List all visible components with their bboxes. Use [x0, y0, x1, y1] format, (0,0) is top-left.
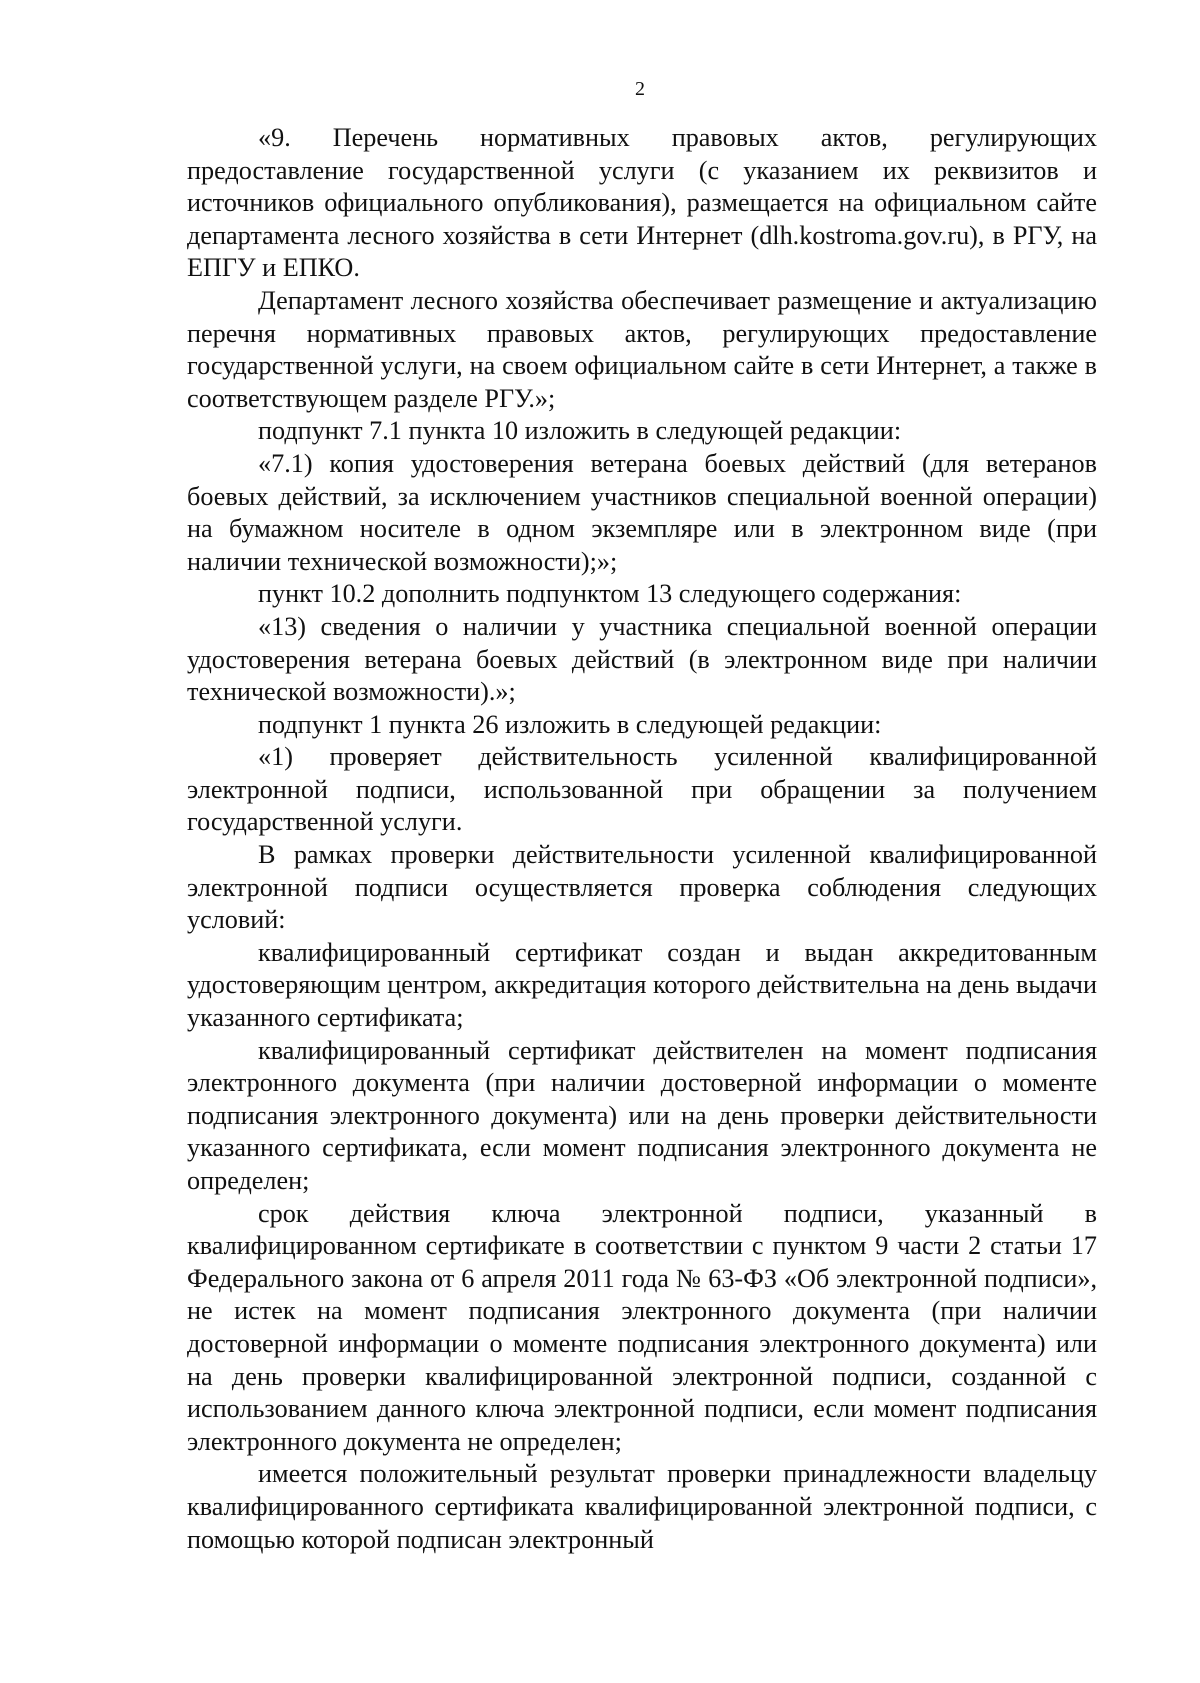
paragraph: В рамках проверки действительности усиленной квалифицированной электронной подписи осуществляется проверка соблюдения следующих условий:: [187, 840, 1097, 935]
paragraph: подпункт 7.1 пункта 10 изложить в следующей редакции:: [258, 416, 902, 446]
paragraph: «9. Перечень нормативных правовых актов, регулирующих предоставление государственной услуги (с указанием их реквизитов и источников официального опубликования), размещается на официальном сайте департамента лесного хозяйства в сети Интернет (dlh.kostroma.gov.ru), в РГУ, на ЕПГУ и ЕПКО.: [187, 123, 1097, 283]
document-body: [187, 122, 1097, 1556]
paragraph: квалифицированный сертификат действителен на момент подписания электронного документа (при наличии достоверной информации о моменте подписания электронного документа) или на день проверки действительности указанного сертификата, если момент подписания электронного документа не определен;: [187, 1035, 1097, 1195]
paragraph: срок действия ключа электронной подписи, указанный в квалифицированном сертификате в соответствии с пунктом 9 части 2 статьи 17 Федерального закона от 6 апреля 2011 года № 63-ФЗ «Об электронной подписи», не истек на момент подписания электронного документа (при наличии достоверной информации о моменте подписания электронного документа) или на день проверки квалифицированной электронной подписи, созданной с использованием данного ключа электронной подписи, если момент подписания электронного документа не определен;: [187, 1198, 1097, 1456]
paragraph: имеется положительный результат проверки принадлежности владельцу квалифицированного сертификата квалифицированной электронной подписи, с помощью которой подписан электронный: [187, 1459, 1097, 1554]
paragraph: Департамент лесного хозяйства обеспечивает размещение и актуализацию перечня нормативных правовых актов, регулирующих предоставление государственной услуги, на своем официальном сайте в сети Интернет, а также в соответствующем разделе РГУ.»;: [187, 285, 1097, 413]
paragraph: «13) сведения о наличии у участника специальной военной операции удостоверения ветерана боевых действий (в электронном виде при наличии технической возможности).»;: [187, 611, 1097, 707]
paragraph: «1) проверяет действительность усиленной квалифицированной электронной подписи, использованной при обращении за получением государственной услуги.: [187, 742, 1097, 837]
paragraph: подпункт 1 пункта 26 изложить в следующей редакции:: [258, 709, 882, 739]
paragraph: «7.1) копия удостоверения ветерана боевых действий (для ветеранов боевых действий, за исключением участников специальной военной операции) на бумажном носителе в одном экземпляре или в электронном виде (при наличии технической возможности);»;: [187, 448, 1097, 576]
paragraph: квалифицированный сертификат создан и выдан аккредитованным удостоверяющим центром, аккредитация которого действительна на день выдачи указанного сертификата;: [187, 937, 1097, 1033]
page-number: 2: [635, 78, 645, 100]
paragraph: пункт 10.2 дополнить подпунктом 13 следующего содержания:: [258, 579, 962, 609]
